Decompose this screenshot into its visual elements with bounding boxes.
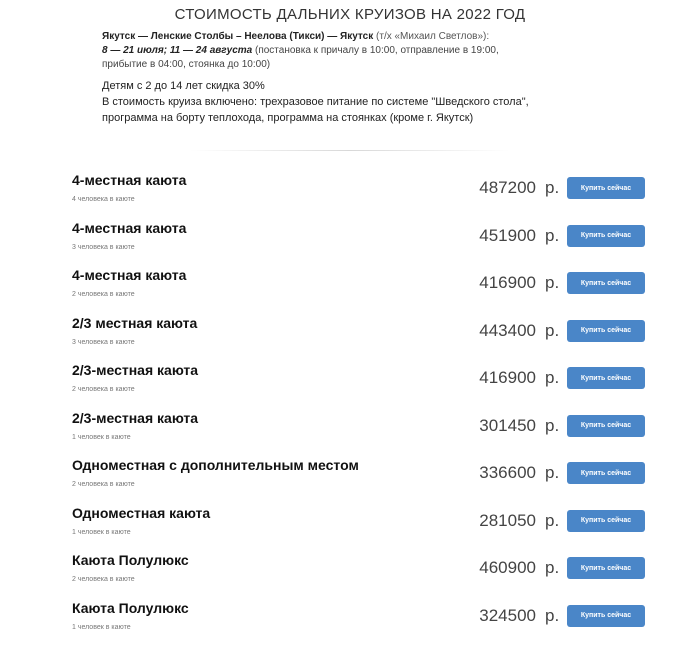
price-row	[0, 360, 700, 408]
currency-label: р.	[545, 226, 559, 246]
buy-now-button[interactable]: Купить сейчас	[567, 177, 645, 199]
price-value: 460900	[479, 558, 536, 578]
price-value: 416900	[479, 273, 536, 293]
buy-now-button[interactable]: Купить сейчас	[567, 605, 645, 627]
cabin-capacity: 3 человека в каюте	[72, 339, 135, 346]
price-value: 324500	[479, 606, 536, 626]
cabin-name: 4-местная каюта	[72, 220, 186, 236]
cabin-name: 2/3-местная каюта	[72, 362, 198, 378]
route-name: Якутск — Ленские Столбы – Неелова (Тикси) — Якутск	[102, 31, 373, 42]
currency-label: р.	[545, 368, 559, 388]
cabin-capacity: 1 человек в каюте	[72, 529, 131, 536]
included-services: В стоимость круиза включено: трехразовое питание по системе "Шведского стола", программа на борту теплохода, программа на стоянках (кроме г. Якутск)	[102, 94, 582, 126]
cabin-name: Каюта Полулюкс	[72, 600, 189, 616]
buy-now-button[interactable]: Купить сейчас	[567, 272, 645, 294]
cabin-capacity: 1 человек в каюте	[72, 434, 131, 441]
cabin-capacity: 2 человека в каюте	[72, 481, 135, 488]
currency-label: р.	[545, 558, 559, 578]
cabin-name: Одноместная с дополнительным местом	[72, 457, 359, 473]
cabin-name: 2/3-местная каюта	[72, 410, 198, 426]
divider	[190, 150, 510, 151]
currency-label: р.	[545, 178, 559, 198]
schedule-text: (постановка к причалу в 10:00, отправление в 19:00,	[255, 45, 499, 56]
price-row	[0, 408, 700, 456]
currency-label: р.	[545, 321, 559, 341]
cabin-name: 4-местная каюта	[72, 172, 186, 188]
buy-now-button[interactable]: Купить сейчас	[567, 367, 645, 389]
price-value: 487200	[479, 178, 536, 198]
currency-label: р.	[545, 511, 559, 531]
cabin-name: 4-местная каюта	[72, 267, 186, 283]
cabin-capacity: 2 человека в каюте	[72, 576, 135, 583]
price-row	[0, 550, 700, 598]
currency-label: р.	[545, 416, 559, 436]
price-row	[0, 598, 700, 645]
cabin-capacity: 2 человека в каюте	[72, 386, 135, 393]
buy-now-button[interactable]: Купить сейчас	[567, 510, 645, 532]
cabin-name: 2/3 местная каюта	[72, 315, 197, 331]
price-row	[0, 265, 700, 313]
price-row	[0, 313, 700, 361]
price-value: 451900	[479, 226, 536, 246]
currency-label: р.	[545, 463, 559, 483]
schedule-text-2: прибытие в 04:00, стоянка до 10:00)	[102, 58, 582, 72]
currency-label: р.	[545, 606, 559, 626]
buy-now-button[interactable]: Купить сейчас	[567, 225, 645, 247]
price-row	[0, 218, 700, 266]
page-title: СТОИМОСТЬ ДАЛЬНИХ КРУИЗОВ НА 2022 ГОД	[0, 6, 700, 23]
cruise-dates: 8 — 21 июля; 11 — 24 августа	[102, 45, 252, 56]
buy-now-button[interactable]: Купить сейчас	[567, 415, 645, 437]
price-list	[0, 170, 700, 645]
cabin-capacity: 2 человека в каюте	[72, 291, 135, 298]
cabin-capacity: 3 человека в каюте	[72, 244, 135, 251]
dates-line	[102, 44, 582, 58]
price-value: 443400	[479, 321, 536, 341]
price-row	[0, 455, 700, 503]
cabin-name: Одноместная каюта	[72, 505, 210, 521]
price-value: 416900	[479, 368, 536, 388]
buy-now-button[interactable]: Купить сейчас	[567, 320, 645, 342]
buy-now-button[interactable]: Купить сейчас	[567, 557, 645, 579]
cruise-info	[102, 30, 582, 126]
price-value: 281050	[479, 511, 536, 531]
cabin-capacity: 1 человек в каюте	[72, 624, 131, 631]
price-row	[0, 503, 700, 551]
currency-label: р.	[545, 273, 559, 293]
cabin-capacity: 4 человека в каюте	[72, 196, 135, 203]
ship-name: (т/х «Михаил Светлов»):	[376, 31, 489, 42]
child-discount: Детям с 2 до 14 лет скидка 30%	[102, 78, 582, 94]
buy-now-button[interactable]: Купить сейчас	[567, 462, 645, 484]
price-value: 336600	[479, 463, 536, 483]
cabin-name: Каюта Полулюкс	[72, 552, 189, 568]
price-value: 301450	[479, 416, 536, 436]
route-line	[102, 30, 582, 44]
price-row	[0, 170, 700, 218]
